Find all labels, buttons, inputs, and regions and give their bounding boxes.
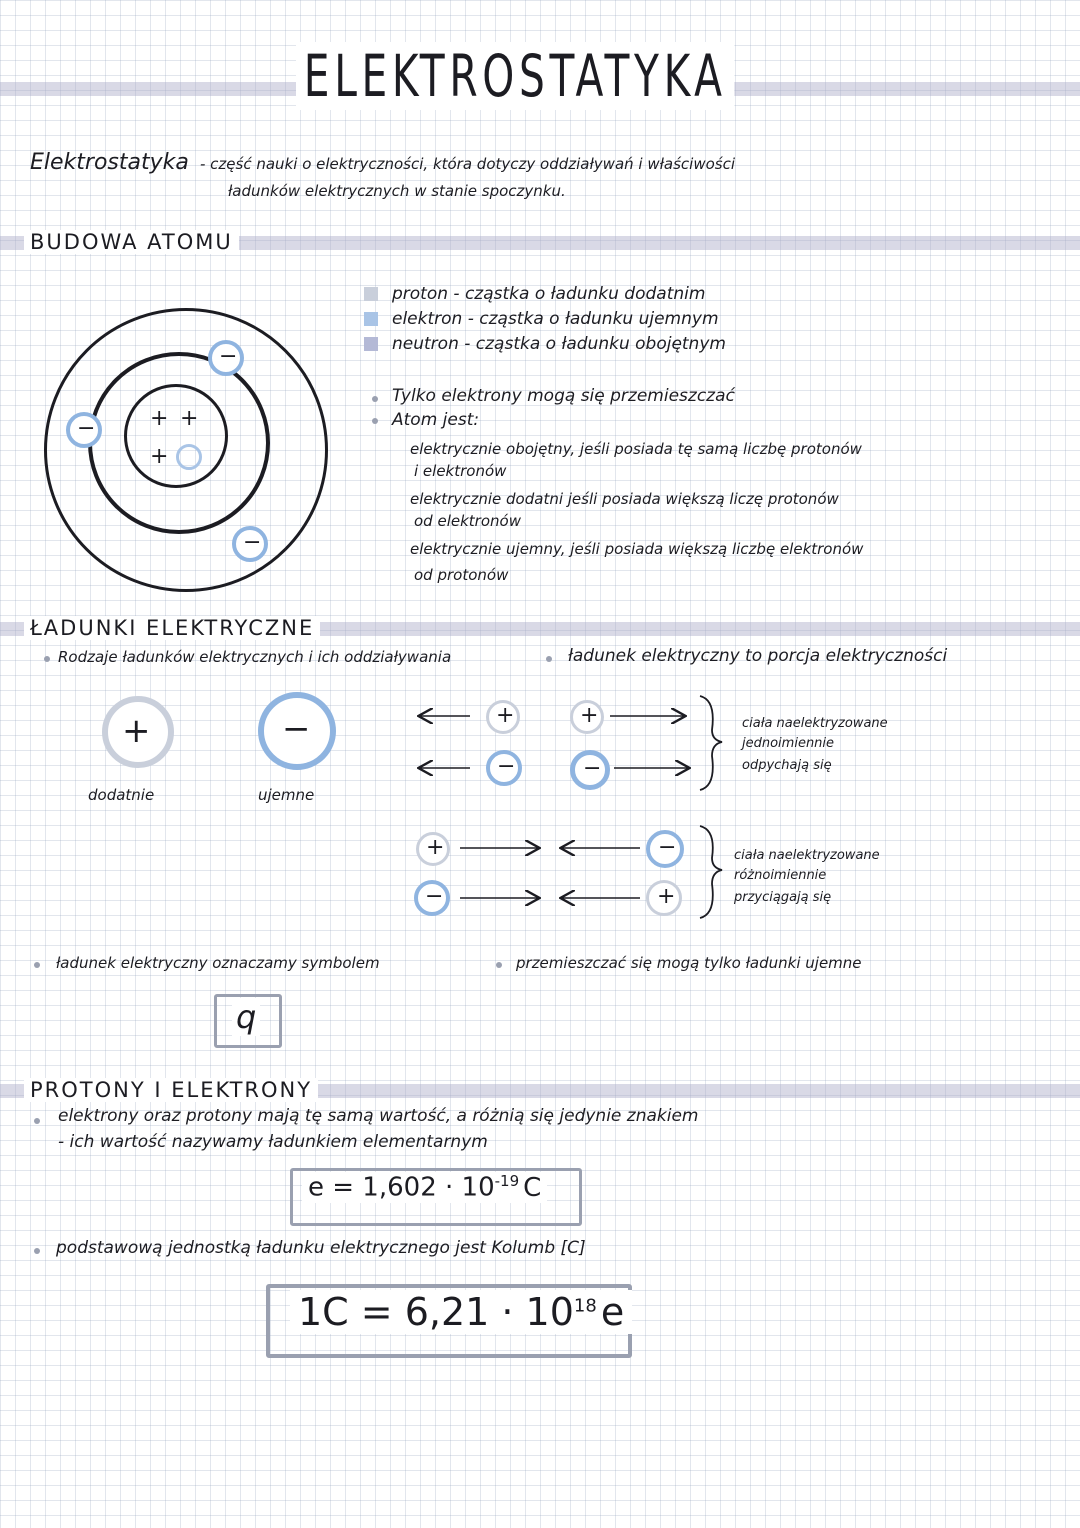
bullet bbox=[496, 962, 502, 968]
formula-e-exp: -19 bbox=[494, 1172, 520, 1190]
unit-text: podstawową jednostką ładunku elektrycznego jest Kolumb [C] bbox=[56, 1238, 586, 1258]
attract-label-line1: ciała naelektryzowane bbox=[734, 848, 880, 863]
formula-c-unit: e bbox=[600, 1290, 625, 1334]
state-positive-line1: elektrycznie dodatni jeśli posiada większą liczę protonów bbox=[410, 490, 839, 508]
repel-label-line3: odpychają się bbox=[742, 758, 832, 773]
symbol-text: ładunek elektryczny oznaczamy symbolem bbox=[56, 954, 380, 972]
negative-charge-sign: − bbox=[282, 709, 311, 749]
atom-is-label: Atom jest: bbox=[392, 410, 480, 430]
nucleus-proton-1: + bbox=[150, 406, 169, 431]
charge-definition: ładunek elektryczny to porcja elektryczności bbox=[568, 646, 948, 666]
positive-label: dodatnie bbox=[88, 786, 155, 804]
nucleus-proton-3: + bbox=[150, 444, 169, 469]
protons-line2: - ich wartość nazywamy ładunkiem elementarnym bbox=[58, 1132, 488, 1152]
repel-plus-right-sign: + bbox=[580, 703, 599, 728]
intro-term: Elektrostatyka bbox=[30, 150, 189, 175]
intro-definition-line1: - część nauki o elektryczności, która dotyczy oddziaływań i właściwości bbox=[200, 155, 736, 173]
repel-minus-right-sign: − bbox=[583, 756, 602, 781]
electron-bottom-right-sign: − bbox=[243, 530, 262, 555]
formula-c-box bbox=[290, 1290, 632, 1334]
charge-symbol: q bbox=[232, 998, 260, 1036]
legend-electron: elektron - cząstka o ładunku ujemnym bbox=[392, 309, 719, 329]
page-title: ELEKTROSTATYKA bbox=[296, 42, 734, 110]
state-neutral-line2: i elektronów bbox=[414, 462, 507, 480]
state-negative-line1: elektrycznie ujemny, jeśli posiada większą liczbę elektronów bbox=[410, 540, 864, 558]
attract-plus-left-sign: + bbox=[426, 835, 445, 860]
attract-label-line3: przyciągają się bbox=[734, 890, 832, 905]
section-heading-atom: BUDOWA ATOMU bbox=[24, 230, 239, 254]
legend-neutron: neutron - cząstka o ładunku obojętnym bbox=[392, 334, 726, 354]
protons-line1: elektrony oraz protony mają tę samą wartość, a różnią się jedynie znakiem bbox=[58, 1106, 699, 1126]
electron-top-right-sign: − bbox=[219, 344, 238, 369]
formula-e-unit: C bbox=[523, 1172, 542, 1203]
charge-types-caption: Rodzaje ładunków elektrycznych i ich oddziaływania bbox=[58, 648, 452, 666]
legend-proton: proton - cząstka o ładunku dodatnim bbox=[392, 284, 706, 304]
attract-minus-left-sign: − bbox=[425, 884, 444, 909]
bullet bbox=[34, 1118, 40, 1124]
section-heading-protons: PROTONY I ELEKTRONY bbox=[24, 1078, 318, 1102]
repel-label-line2: jednoimiennie bbox=[742, 736, 835, 751]
attract-minus-right-sign: − bbox=[658, 835, 677, 860]
state-positive-line2: od elektronów bbox=[414, 512, 521, 530]
state-negative-line2: od protonów bbox=[414, 566, 509, 584]
repel-label-line1: ciała naelektryzowane bbox=[742, 716, 888, 731]
repel-minus-left-sign: − bbox=[497, 754, 516, 779]
section-heading-charges: ŁADUNKI ELEKTRYCZNE bbox=[24, 616, 320, 640]
positive-charge-sign: + bbox=[122, 711, 151, 751]
move-text: przemieszczać się mogą tylko ładunki ujemne bbox=[516, 954, 862, 972]
attract-label-line2: różnoimiennie bbox=[734, 868, 827, 883]
bullet bbox=[34, 1248, 40, 1254]
formula-e-box bbox=[302, 1172, 547, 1203]
formula-e: e = 1,602 · 10 bbox=[308, 1172, 495, 1203]
state-neutral-line1: elektrycznie obojętny, jeśli posiada tę samą liczbę protonów bbox=[410, 440, 862, 458]
repel-plus-left-sign: + bbox=[496, 703, 515, 728]
intro-definition-line2: ładunków elektrycznych w stanie spoczynku. bbox=[228, 182, 566, 200]
electron-left-sign: − bbox=[77, 416, 96, 441]
note-electrons-move: Tylko elektrony mogą się przemieszczać bbox=[392, 386, 735, 406]
formula-c-exp: 18 bbox=[573, 1295, 597, 1317]
negative-label: ujemne bbox=[258, 786, 315, 804]
formula-c: 1C = 6,21 · 10 bbox=[298, 1290, 574, 1334]
nucleus-proton-2: + bbox=[180, 406, 199, 431]
bullet bbox=[34, 962, 40, 968]
attract-plus-right-sign: + bbox=[657, 884, 676, 909]
